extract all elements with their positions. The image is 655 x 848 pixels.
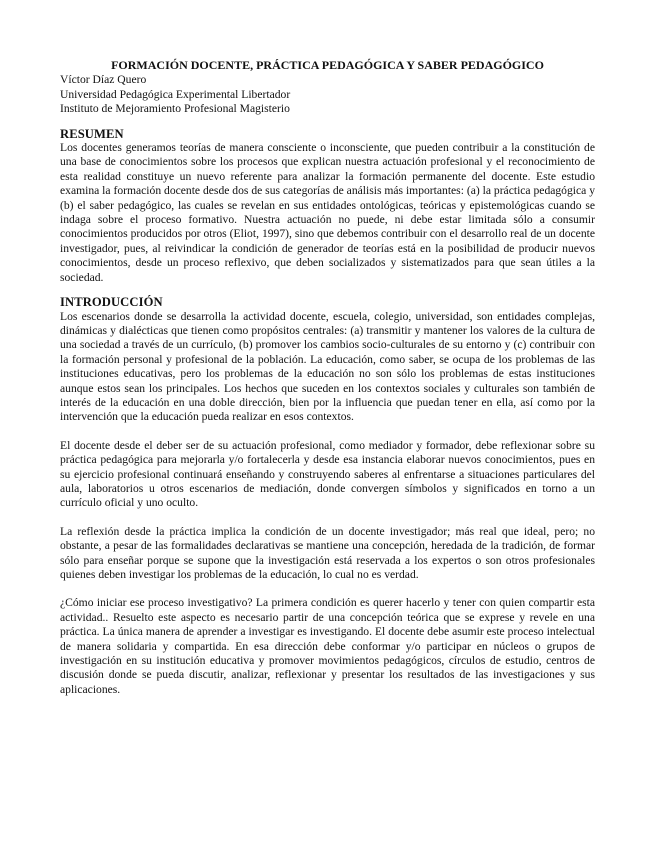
introduccion-heading: INTRODUCCIÓN: [60, 295, 163, 310]
resumen-paragraph: Los docentes generamos teorías de manera consciente o inconsciente, que pueden contribuir a la constitución de una base de conocimientos sobre los procesos que explican nuestra actuación profesional y el reconocimiento de esta realidad constituye un nuevo referente para analizar la formación permanente del docente. Este estudio examina la formación docente desde dos de sus categorías de análisis más importantes: (a) la práctica pedagógica y (b) el saber pedagógico, las cuales se revelan en sus entidades ontológicas, teóricas y epistemológicas cuando se indaga sobre el proceso formativo. Nuestra actuación no puede, ni debe estar limitada sólo a consumir conocimientos producidos por otros (Eliot, 1997), sino que debemos contribuir con el desarrollo real de un docente investigador, pues, al reivindicar la condición de generador de teorías está en la posibilidad de producir nuevos conocimientos, desde un proceso reflexivo, que deben socializados y sistematizados para que sean útiles a la sociedad.: [60, 141, 595, 284]
affiliation-institute: Instituto de Mejoramiento Profesional Magisterio: [60, 102, 290, 116]
author-name: Víctor Díaz Quero: [60, 73, 147, 87]
document-page: [60, 58, 595, 697]
affiliation-university: Universidad Pedagógica Experimental Libertador: [60, 87, 291, 101]
intro-paragraph-1: Los escenarios donde se desarrolla la actividad docente, escuela, colegio, universidad, son entidades complejas, dinámicas y dialécticas que tienen como propósitos centrales: (a) transmitir y mantener los valores de la cultura de una sociedad a través de un currículo, (b) promover los cambios socio-culturales de su entorno y (c) contribuir con la formación personal y profesional de la población. La educación, como saber, se ocupa de los problemas de las instituciones educativas, pero los problemas de la educación no son sólo los problemas de estas instituciones aunque estos sean los principales. Los hechos que suceden en los contextos sociales y culturales son también de interés de la educación en una doble dirección, bien por la influencia que puedan tener en ella, así como por la intervención que la educación pueda realizar en esos contextos.: [60, 309, 595, 424]
paper-title: FORMACIÓN DOCENTE, PRÁCTICA PEDAGÓGICA Y SABER PEDAGÓGICO: [111, 58, 544, 72]
intro-paragraph-2: El docente desde el deber ser de su actuación profesional, como mediador y formador, debe reflexionar sobre su práctica pedagógica para mejorarla y/o fortalecerla y desde esa instancia elaborar nuevos conocimientos, pues en su ejercicio profesional continuará enseñando y construyendo saberes al enfrentarse a situaciones particulares del aula, laboratorios u otros escenarios de mediación, donde convergen símbolos y significados en torno a un currículo oficial y uno oculto.: [60, 438, 595, 510]
intro-paragraph-4: ¿Cómo iniciar ese proceso investigativo? La primera condición es querer hacerlo y tener con quien compartir esta actividad.. Resuelto este aspecto es necesario partir de una concepción teórica que se exprese y revele en una práctica. La única manera de aprender a investigar es investigando. El docente debe asumir este proceso intelectual de manera solidaria y compartida. En esa dirección debe conformar y/o participar en núcleos o grupos de investigación en su institución educativa y promover movimientos pedagógicos, círculos de estudio, centros de discusión donde se pueda discutir, analizar, reflexionar y presentar los resultados de las investigaciones y sus aplicaciones.: [60, 596, 595, 696]
intro-paragraph-3: La reflexión desde la práctica implica la condición de un docente investigador; más real que ideal, pero; no obstante, a pesar de las formalidades declarativas se mantiene una concepción, heredada de la tradición, de formar sólo para enseñar porque se supone que la investigación está reservada a los expertos o son otros profesionales quienes deben investigar los problemas de la educación, lo cual no es verdad.: [60, 524, 595, 581]
resumen-heading: RESUMEN: [60, 126, 124, 141]
